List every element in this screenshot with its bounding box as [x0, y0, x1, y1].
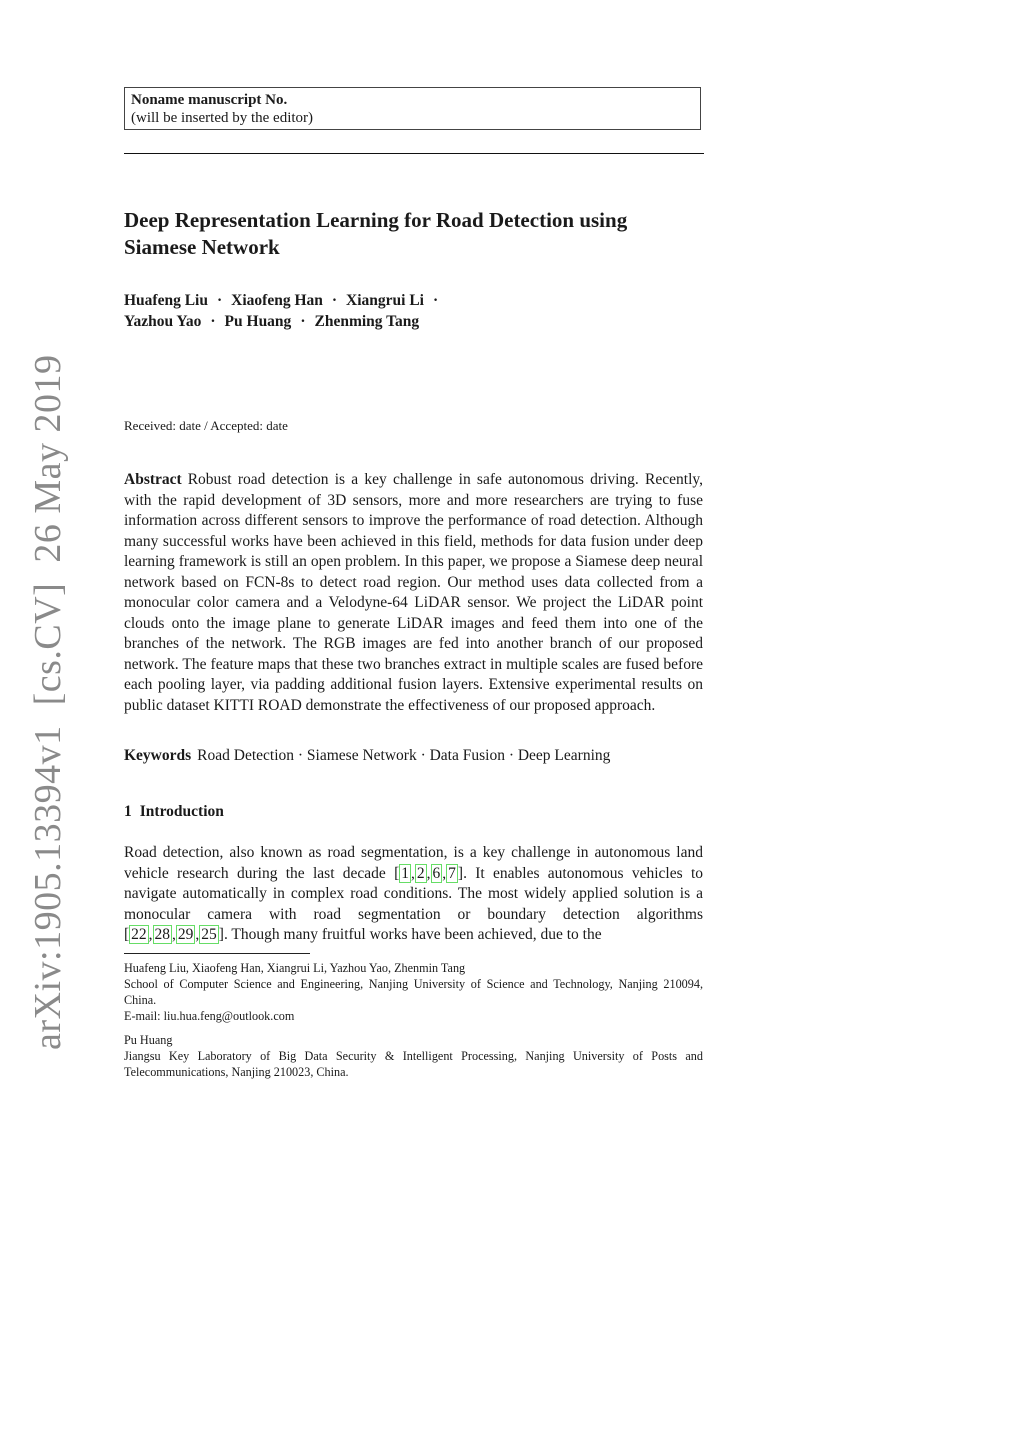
- footnotes: [124, 960, 703, 1080]
- author-name: Pu Huang: [224, 313, 292, 330]
- author-line-1: [124, 290, 704, 311]
- author-separator: ·: [210, 313, 216, 330]
- author-name: Huafeng Liu: [124, 292, 208, 309]
- section-title: Introduction: [139, 803, 224, 820]
- citation-link[interactable]: 6: [432, 864, 441, 882]
- author-name: Yazhou Yao: [124, 313, 202, 330]
- affiliation-institution: Jiangsu Key Laboratory of Big Data Security & Intelligent Processing, Nanjing University of Posts and Telecommunications, Nanjing 210023, China.: [124, 1049, 703, 1079]
- keywords-label: Keywords: [124, 747, 192, 764]
- keywords: [124, 746, 703, 766]
- introduction-paragraph: Road detection, also known as road segmentation, is a key challenge in autonomous land vehicle research during the last decade [ 1 , 2 , 6 , 7 ]. It enables autonomous vehicles to navigate automatically in complex road conditions. The most widely applied solution is a monocular camera with road segmentation or boundary detection algorithms [ 22 , 28 , 29 , 25 ]. Though many fruitful works have been achieved, due to the: [124, 844, 703, 943]
- section-heading: [124, 802, 224, 822]
- author-separator: ·: [433, 292, 439, 309]
- citation-link[interactable]: 22: [131, 926, 147, 943]
- section-number: 1: [124, 803, 132, 820]
- author-line-2: [124, 311, 704, 332]
- citation-link[interactable]: 1: [401, 864, 410, 882]
- header-rule: [124, 153, 704, 154]
- abstract-label: Abstract: [124, 471, 182, 488]
- editor-note: (will be inserted by the editor): [131, 110, 314, 126]
- citation-link[interactable]: 2: [416, 864, 425, 882]
- intro-text: Road detection, also known as road segmentation, is a key challenge in autonomous land vehicle research during the last decade [: [124, 844, 703, 882]
- affiliation-institution: School of Computer Science and Engineering, Nanjing University of Science and Technology, Nanjing 210094, China.: [124, 977, 703, 1007]
- citation-link[interactable]: 28: [154, 926, 171, 943]
- author-name: Xiaofeng Han: [231, 292, 323, 309]
- footnote-gap: [124, 1024, 703, 1032]
- citation-link[interactable]: 25: [201, 926, 217, 943]
- affiliation-email: E-mail: liu.hua.feng@outlook.com: [124, 1009, 295, 1023]
- manuscript-number-box: [124, 87, 701, 130]
- author-separator: ·: [331, 292, 338, 309]
- footnote-rule: [124, 953, 310, 954]
- citation-link[interactable]: 29: [177, 926, 194, 943]
- author-separator: ·: [216, 292, 223, 309]
- affiliation-names: Huafeng Liu, Xiaofeng Han, Xiangrui Li, Yazhou Yao, Zhenmin Tang: [124, 961, 466, 975]
- author-list: [124, 290, 704, 332]
- paper-title: [124, 207, 724, 261]
- arxiv-identifier-stamp: arXiv:1905.13394v1 [cs.CV] 26 May 2019: [27, 354, 69, 1050]
- author-name: Xiangrui Li: [346, 292, 424, 309]
- received-date: Received: date / Accepted: date: [124, 418, 288, 433]
- citation-link[interactable]: 7: [448, 864, 456, 882]
- keywords-text: Road Detection · Siamese Network · Data Fusion · Deep Learning: [197, 747, 611, 764]
- affiliation-names: Pu Huang: [124, 1033, 173, 1047]
- title-line-1: Deep Representation Learning for Road Detection using: [124, 208, 628, 232]
- author-name: Zhenming Tang: [314, 313, 420, 330]
- abstract-text: Robust road detection is a key challenge in safe autonomous driving. Recently, with the rapid development of 3D sensors, more and more researchers are trying to fuse information across different sensors to improve the performance of road detection. Although many successful works have been achieved in this field, methods for data fusion under deep learning framework is still an open problem. In this paper, we propose a Siamese deep neural network based on FCN-8s to detect road region. Our method uses data collected from a monocular color camera and a Velodyne-64 LiDAR sensor. We project the LiDAR point clouds onto the image plane to generate LiDAR images and feed them into one of the branches of the network. The RGB images are fed into another branch of our proposed network. The feature maps that these two branches extract in multiple scales are fused before each pooling layer, via padding additional fusion layers. Extensive experimental results on public dataset KITTI ROAD demonstrate the effectiveness of our proposed approach.: [124, 471, 703, 714]
- manuscript-label: Noname manuscript No.: [131, 92, 288, 108]
- intro-text: ]. It enables autonomous vehicles to navigate automatically in complex road conditions. The most widely applied solution is a monocular camera with road segmentation or boundary detection algorithms [: [124, 864, 703, 943]
- abstract: [124, 470, 703, 716]
- author-separator: ·: [300, 313, 306, 330]
- title-line-2: Siamese Network: [124, 235, 280, 259]
- intro-text: ]. Though many fruitful works have been achieved, due to the: [218, 926, 602, 943]
